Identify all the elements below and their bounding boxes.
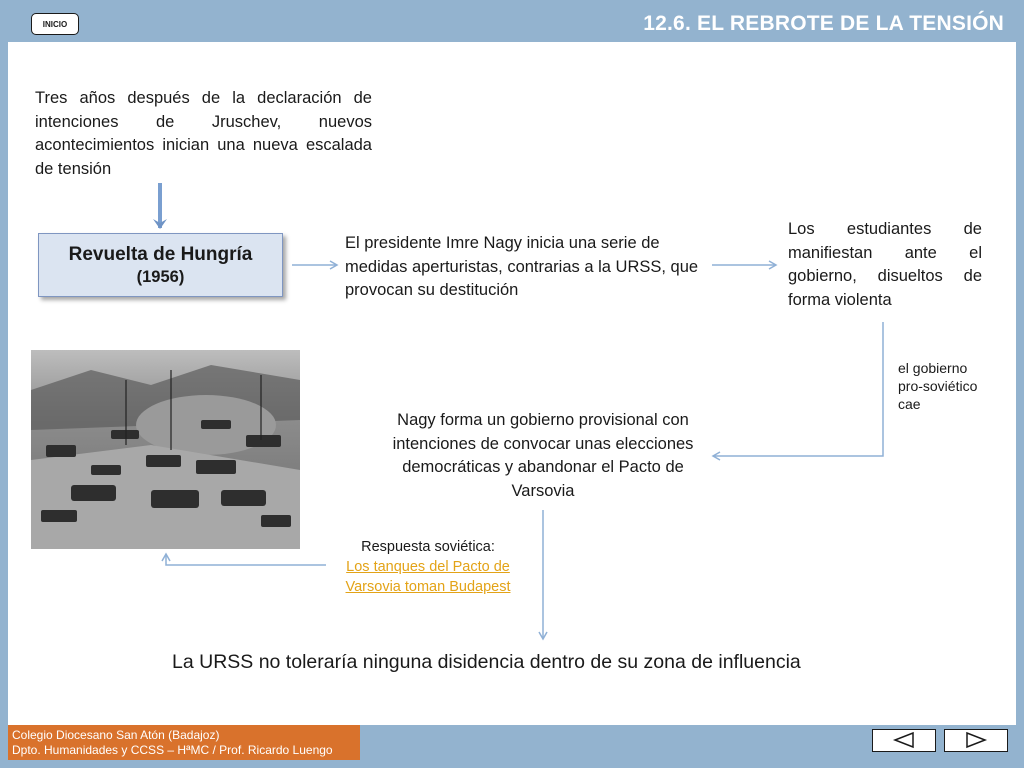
provisional-government-text: Nagy forma un gobierno provisional con intenciones de convocar unas elecciones democráticas y abandonar el Pacto de Varsovia: [392, 411, 694, 500]
triangle-left-icon: [873, 730, 934, 750]
government-falls-line: pro-soviético: [898, 378, 978, 394]
home-button[interactable]: INICIO: [31, 13, 79, 35]
soviet-response-link-line[interactable]: Varsovia toman Budapest: [345, 579, 511, 595]
government-falls-line: cae: [898, 396, 921, 412]
soviet-response-link-line[interactable]: Los tanques del Pacto de: [346, 559, 510, 575]
next-slide-button[interactable]: [944, 729, 1008, 752]
soviet-response-label: Respuesta soviética:: [361, 539, 495, 555]
triangle-right-icon: [945, 730, 1006, 750]
government-falls-text: [898, 359, 1008, 413]
revuelta-year: (1956): [136, 268, 185, 286]
nagy-measures-text: El presidente Imre Nagy inicia una serie de medidas aperturistas, contrarias a la URSS, que provocan su destitución: [345, 234, 699, 299]
page-title: 12.6. EL REBROTE DE LA TENSIÓN: [643, 12, 1004, 35]
intro-text: Tres años después de la declaración de intenciones de Jruschev, nuevos acontecimientos inician una nueva escalada de tensión: [35, 89, 372, 178]
arrow-students-to-provisional: [714, 322, 883, 456]
footer-credits: [8, 725, 360, 760]
students-text: Los estudiantes de manifiestan ante el gobierno, disueltos de forma violenta: [788, 220, 982, 309]
arrow-response-to-photo: [166, 555, 326, 565]
budapest-tanks-photo: [31, 350, 300, 549]
revuelta-title: Revuelta de Hungría: [68, 244, 253, 265]
soviet-response-link[interactable]: [325, 557, 531, 597]
conclusion-text: La URSS no toleraría ninguna disidencia dentro de su zona de influencia: [172, 651, 801, 673]
footer-department: Dpto. Humanidades y CCSS – HªMC / Prof. Ricardo Luengo: [12, 743, 333, 757]
government-falls-line: el gobierno: [898, 360, 968, 376]
previous-slide-button[interactable]: [872, 729, 936, 752]
soviet-response: [325, 537, 531, 597]
revuelta-box: [38, 233, 283, 297]
footer-school: Colegio Diocesano San Atón (Badajoz): [12, 728, 220, 742]
